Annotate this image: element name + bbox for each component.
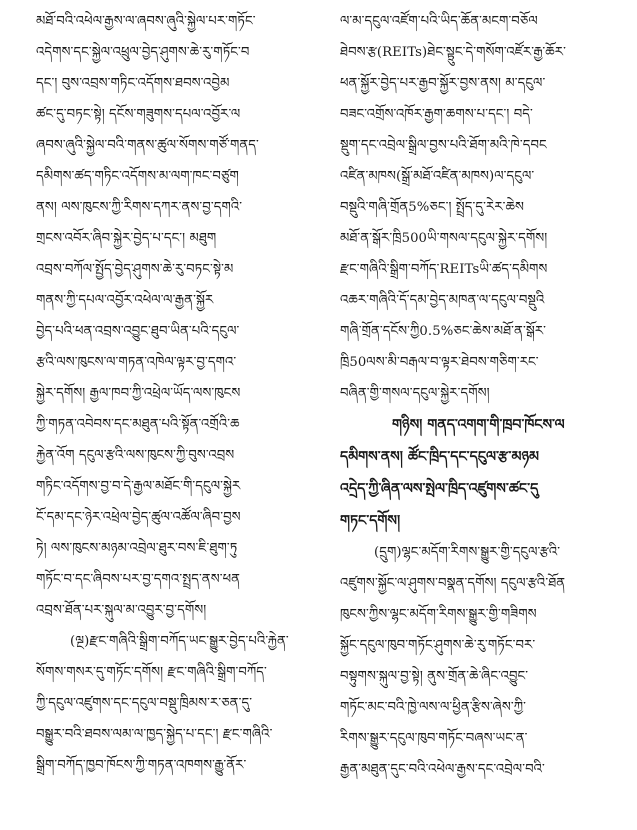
left-paragraph-b: [36, 626, 328, 781]
text-line: ཕན་སྐྱོར་བྱེད་པར་རྒྱབ་སྐྱོར་བྱས་ནས། མ་དངུལ་: [340, 76, 546, 91]
section-heading: [340, 409, 622, 537]
text-line: ཁྲི50ལས་མི་བརྒལ་བ་ལྟར་ཐེབས་གཅིག་རང་: [340, 355, 539, 370]
text-line: སྐྱོང་དངུལ་ཁུབ་གཏོང་ཤུགས་ཆེ་རུ་གཏོང་བར་: [340, 638, 536, 653]
text-line: འཛིན་མཁས(སྒྲོ་མཐོ་འཛིན་མཁས)ལ་དངུལ་: [340, 169, 535, 184]
heading-line: འདྲེད་ཀྱི་ཞིན་ལས་སྤེལ་ཁྲིད་འཛུགས་ཚང་དུ: [340, 481, 539, 497]
right-column: [340, 6, 622, 824]
text-line: རྩའི་ལས་ཁུངས་ལ་གཏན་འཁེལ་ལྟར་བྱ་དགའ་: [36, 355, 237, 370]
text-line: སྡུག་དང་འབྲེལ་སྒྲིལ་བྱས་པའི་ཐོག་མའི་ཁེ་དབང: [340, 138, 547, 153]
left-paragraph-a: [36, 6, 328, 626]
paragraph-first-line: (དྲུག)ལྷང་མདོག་རིགས་སྒྱུར་གྱི་དངུལ་རྩའི་: [374, 545, 561, 560]
text-line: ཐེབས་རྩ(REITs)ཐེང་སྟྲུང་དེ་གསོག་འཛོར་རྒྱ་ཆོར་: [340, 45, 566, 60]
text-line: བསྡུའི་གཞི་གྲོན5%ཅང་། སྤྲོད་དུ་རེར་ཆེས: [340, 200, 525, 215]
text-line: ཀྱི་དངུལ་འཛུགས་དང་དངུལ་བསྡུ་ཁྲིམས་ར་ཅན་དུ་: [36, 696, 253, 711]
paragraph-first-line: (ལྔ)རྫང་གཞིའི་སྒྲིག་བཀོད་ཡང་སྒྱུར་བྱེད་པའི་རྐྱེན་: [70, 634, 289, 649]
text-line: ཚང་དུ་བཏང་སྟེ། དངོས་གཟུགས་དཔལ་འབྱོར་ལ: [36, 107, 241, 122]
text-line: ཏེ། ལས་ཁུངས་མཉམ་འབྲེལ་ཐུར་བས་ཇི་ཐུག་ཏུ: [36, 541, 238, 556]
text-line: འབྲས་ཐོན་པར་སྐུལ་མ་འབྱུར་བྱ་དགོས།: [36, 603, 207, 618]
text-line: ཁུངས་ཀྱིས་ལྷང་མདོག་རིགས་སྒྱུར་གྱི་གཟིགས: [340, 607, 537, 622]
text-line: རྫང་གཞིའི་སྒྲིག་བཀོད་REITsཡི་ཚད་དམིགས: [340, 262, 548, 277]
text-line: ཞབས་ཞུའི་སྐྱེལ་བའི་གནས་ཚུལ་སོགས་གཙོ་གནད་: [36, 138, 259, 153]
text-line: བྱེད་པའི་ཕན་འབྲས་འབྱུང་ཐུབ་ཡིན་པའི་དངུལ་: [36, 324, 240, 339]
text-line: ལ་མ་དངུལ་འཛོག་པའི་ཡིད་ཆོན་མངག་བཅོལ: [340, 14, 538, 29]
text-line: སོགས་གསར་དུ་གཏོང་དགོས། རྫང་གཞིའི་སྒྲིག་བཀོད་: [36, 665, 267, 680]
text-line: གཏིང་འདོགས་བྱ་བ་དེ་རྒྱལ་མཐོང་གི་དངུལ་སྐྱེར: [36, 479, 241, 494]
text-line: ངོ་དམ་དང་ཉེར་འཕྲེལ་བྱེད་ཚུལ་འཚོལ་ཞིབ་བྱས: [36, 510, 241, 525]
heading-line: གཏང་དགོས།: [340, 513, 401, 529]
text-line: མཐོ་བའི་འཕེལ་རྒྱས་ལ་ཞབས་ཞུའི་སྐྱེལ་པར་གཏོང་: [36, 14, 256, 29]
heading-line: དམིགས་ནས། ཚོང་ཁྲིད་དང་དངུལ་རྩ་མཉམ: [340, 449, 540, 465]
text-line: རྐྱེན་འོག དངུལ་རྩའི་ལས་ཁུངས་ཀྱི་བུས་འབྲས: [36, 448, 235, 463]
left-column: [36, 6, 328, 824]
right-paragraph-b: [340, 537, 622, 785]
right-paragraph-a: [340, 6, 622, 409]
text-line: རིགས་སྒྱུར་དངུལ་ཁུབ་གཏོང་བཞས་ཡང་ན་: [340, 731, 528, 746]
text-line: མཐོ་ན་སྒོར་ཁྲི500ཡི་གསལ་དངུལ་སྐྱེར་དགོས།: [340, 231, 548, 246]
text-line: ཀྱི་གཏན་འབེབས་དང་མཐུན་པའི་སྟོན་འགྲོའི་ཆ: [36, 417, 240, 432]
text-line: དམིགས་ཚད་གཏིང་འདོགས་མ་ལག་ཁང་བཙུག: [36, 169, 239, 184]
text-line: གཞི་གྲོན་དངོས་ཀྱི0.5%ཅང་ཆེས་མཐོ་ན་སྒོར་: [340, 324, 547, 339]
text-line: ནས། ལས་ཁུངས་ཀྱི་རིགས་དཀར་ནས་བྱ་དགའི་: [36, 200, 243, 215]
text-line: གནས་ཀྱི་དཔལ་འབྱོར་འཕེལ་ལ་རྒྱན་སྐྱོར: [36, 293, 214, 308]
text-line: གཏོང་བ་དང་ཞིབས་པར་བྱ་དགའ་སྤྲད་ནས་ཕན: [36, 572, 241, 587]
text-line: འདེགས་དང་སྐྱེལ་འཕྲུལ་བྱེད་ཤུགས་ཆེ་རུ་གཏོང་བ: [36, 45, 250, 60]
text-line: འཆར་གཞིའི་དོ་དམ་བྱེད་མཁན་ལ་དངུལ་བསྡུའི: [340, 293, 545, 308]
heading-line: གཉིས། གནད་འགག་གི་ཁྲབ་ཁོངས་ལ: [392, 417, 565, 433]
text-line: རྒྱན་མཐུན་དུང་བའི་འཕེལ་རྒྱས་དང་འབྲེལ་བའི་: [340, 762, 545, 777]
text-line: བཞིན་གྱི་གསལ་དངུལ་སྐྱེར་དགོས།: [340, 386, 490, 401]
text-line: སྐྱེར་དགོས། རྒྱལ་ཁབ་ཀྱི་འཕྲེལ་ཡོད་ལས་ཁུངས: [36, 386, 241, 401]
text-line: སྒྲིག་བཀོད་ཁྱབ་ཁོངས་ཀྱི་གཏན་འཁགས་རྒྱུ་ནོར་: [36, 758, 247, 773]
text-line: དང་། བུས་འབྲས་གཏིང་འདོགས་ཐབས་འབྱེམ: [36, 76, 230, 91]
text-line: བསྒྱུར་བའི་ཐབས་ལམ་ལ་ཁྱད་སྐྱེད་པ་དང་། རྫང་གཞིའི་: [36, 727, 273, 742]
text-line: གྲངས་འབོར་ཞིབ་སྐྱེར་བྱེད་པ་དང་། མཐུག: [36, 231, 217, 246]
text-line: བཟང་འགྲོས་འཁོར་རྒྱག་ཆགས་པ་དང་། བདེ་: [340, 107, 533, 122]
text-line: འབྲས་བཀོལ་སྤྱོད་བྱེད་ཤུགས་ཆེ་རུ་བཏང་སྟེ་མ: [36, 262, 234, 277]
text-line: འཛུགས་སྐྱོང་ལ་ཤུགས་བསྣན་དགོས། དངུལ་རྩའི་ཐོན: [340, 576, 566, 591]
text-line: གཏོང་མང་བའི་ཁྱེ་ལས་ལ་ཕྱིན་རྩིས་ཞེས་ཀྱི་: [340, 700, 526, 715]
text-line: བསྟུགས་སྐུལ་བྱ་སྟེ། ནུས་གྲོན་ཆེ་ཞིང་འབྱུང་: [340, 669, 529, 684]
